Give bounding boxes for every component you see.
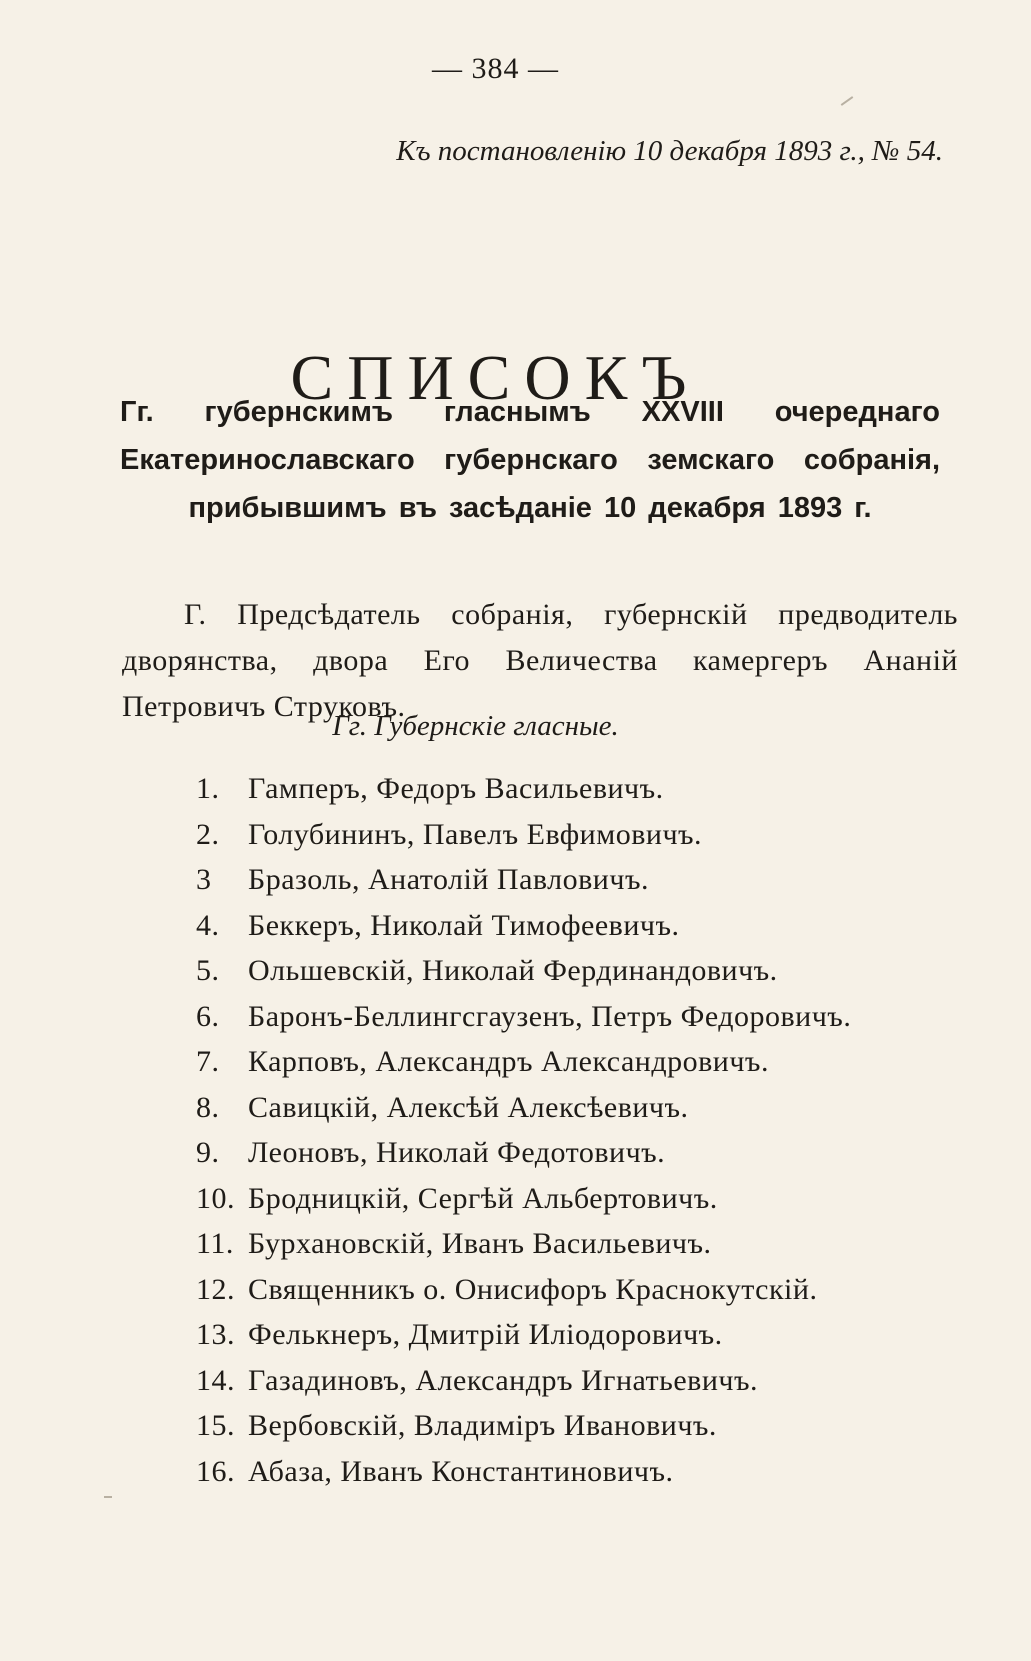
list-item: [196, 1000, 976, 1046]
document-title: СПИСОКЪ: [290, 341, 701, 413]
list-item: [196, 1364, 976, 1410]
list-item: [196, 1045, 976, 1091]
item-number: 9.: [196, 1136, 220, 1169]
document-subtitle: Гг. губернскимъ гласнымъ XXVIII очереднаго Екатеринославскаго губернскаго земскаго собранія, прибывшимъ въ засѣданіе 10 декабря 1893 г.: [120, 396, 940, 524]
item-number: 7.: [196, 1045, 220, 1078]
list-item: [196, 772, 976, 818]
paper-speck: [841, 96, 854, 106]
item-number: 6.: [196, 999, 220, 1033]
list-item: [196, 1409, 976, 1455]
section-heading: Гг. Губернскіе гласные.: [332, 710, 619, 742]
member-name: Бурхановскій, Иванъ Васильевичъ.: [248, 1227, 712, 1260]
member-name: Газадиновъ, Александръ Игнатьевичъ.: [248, 1363, 758, 1397]
member-name: Савицкій, Алексѣй Алексѣевичъ.: [248, 1090, 689, 1124]
list-item: [196, 909, 976, 955]
item-number: 11.: [196, 1227, 234, 1260]
list-item: [196, 1273, 976, 1319]
item-number: 2.: [196, 817, 220, 851]
member-name: Баронъ-Беллингсгаузенъ, Петръ Федоровичъ.: [248, 999, 852, 1033]
member-name: Священникъ о. Онисифоръ Краснокутскій.: [248, 1272, 818, 1306]
member-name: Карповъ, Александръ Александровичъ.: [248, 1045, 769, 1078]
member-name: Абаза, Иванъ Константиновичъ.: [248, 1454, 674, 1488]
list-item: [196, 954, 976, 1000]
list-item: [196, 818, 976, 864]
item-number: 4.: [196, 908, 220, 942]
item-number: 10.: [196, 1181, 235, 1215]
list-item: [196, 863, 976, 909]
item-number: 1.: [196, 772, 220, 805]
item-number: 15.: [196, 1409, 235, 1442]
member-name: Беккеръ, Николай Тимофеевичъ.: [248, 908, 680, 942]
item-number: 3: [196, 863, 212, 896]
list-item: [196, 1318, 976, 1364]
item-number: 8.: [196, 1090, 220, 1124]
list-item: [196, 1091, 976, 1137]
members-list: [196, 772, 976, 1500]
page-number: — 384 —: [432, 52, 559, 85]
chairman-paragraph: Г. Предсѣдатель собранія, губернскій предводитель дворянства, двора Его Величества камергеръ Ананій Петровичъ Струковъ.: [122, 598, 958, 723]
member-name: Бразоль, Анатолій Павловичъ.: [248, 863, 649, 896]
item-number: 14.: [196, 1363, 235, 1397]
list-item: [196, 1136, 976, 1182]
list-item: [196, 1227, 976, 1273]
member-name: Гамперъ, Федоръ Васильевичъ.: [248, 772, 664, 805]
list-item: [196, 1455, 976, 1501]
list-item: [196, 1182, 976, 1228]
member-name: Ольшевскій, Николай Фердинандовичъ.: [248, 954, 778, 987]
member-name: Фелькнеръ, Дмитрій Иліодоровичъ.: [248, 1318, 723, 1351]
member-name: Вербовскій, Владиміръ Ивановичъ.: [248, 1409, 717, 1442]
member-name: Голубининъ, Павелъ Евфимовичъ.: [248, 817, 703, 851]
member-name: Бродницкій, Сергѣй Альбертовичъ.: [248, 1181, 718, 1215]
item-number: 13.: [196, 1318, 235, 1351]
item-number: 5.: [196, 954, 220, 987]
member-name: Леоновъ, Николай Федотовичъ.: [248, 1136, 666, 1169]
item-number: 12.: [196, 1272, 235, 1306]
paper-speck: [104, 1496, 112, 1498]
item-number: 16.: [196, 1454, 235, 1488]
attachment-note: Къ постановленію 10 декабря 1893 г., № 54.: [396, 135, 943, 167]
